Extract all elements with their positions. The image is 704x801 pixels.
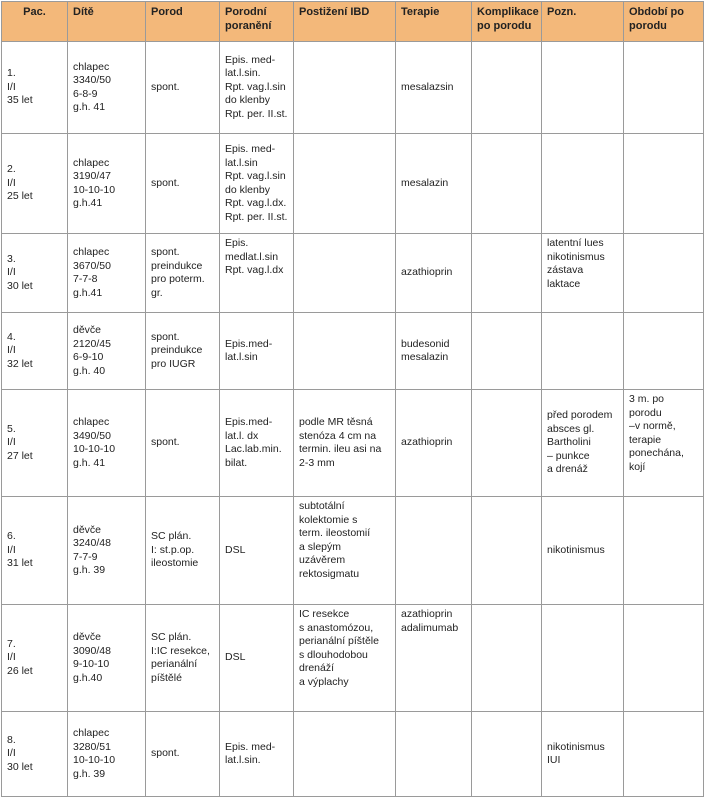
cell-porod: spont. (146, 712, 220, 797)
cell-ibd (294, 234, 396, 313)
cell-porod: spont. preindukce pro poterm. gr. (146, 234, 220, 313)
cell-ibd: podle MR těsná stenóza 4 cm na termin. ileu asi na 2-3 mm (294, 390, 396, 497)
header-pac: Pac. (2, 2, 68, 42)
table-row (2, 42, 704, 134)
cell-dite: chlapec 3490/50 10-10-10 g.h. 41 (68, 390, 146, 497)
cell-obdobi (624, 605, 704, 712)
cell-komplikace (472, 605, 542, 712)
table-row (2, 605, 704, 712)
cell-porod: spont. (146, 134, 220, 234)
cell-poraneni: Epis. medlat.l.sin Rpt. vag.l.dx (220, 234, 294, 313)
cell-pac: 8. I/I 30 let (2, 712, 68, 797)
table-row (2, 712, 704, 797)
cell-komplikace (472, 390, 542, 497)
cell-obdobi (624, 234, 704, 313)
cell-porod: SC plán. I: st.p.op. ileostomie (146, 497, 220, 605)
header-porod: Porod (146, 2, 220, 42)
cell-pozn: před porodem absces gl. Bartholini – punkce a drenáž (542, 390, 624, 497)
cell-komplikace (472, 134, 542, 234)
table-row (2, 390, 704, 497)
cell-obdobi: 3 m. po porodu –v normě, terapie ponechána, kojí (624, 390, 704, 497)
cell-ibd: IC resekce s anastomózou, perianální píštěle s dlouhodobou drenáží a výplachy (294, 605, 396, 712)
cell-terapie: mesalazin (396, 134, 472, 234)
cell-porod: spont. (146, 42, 220, 134)
cell-ibd (294, 134, 396, 234)
cell-dite: chlapec 3670/50 7-7-8 g.h.41 (68, 234, 146, 313)
cell-terapie: azathioprin (396, 234, 472, 313)
cell-dite: děvče 3090/48 9-10-10 g.h.40 (68, 605, 146, 712)
cell-obdobi (624, 712, 704, 797)
header-row (2, 2, 704, 42)
cell-pac: 2. I/I 25 let (2, 134, 68, 234)
cell-terapie (396, 712, 472, 797)
cell-poraneni: DSL (220, 497, 294, 605)
cell-terapie: mesalazsin (396, 42, 472, 134)
cell-komplikace (472, 712, 542, 797)
cell-terapie: azathioprin adalimumab (396, 605, 472, 712)
header-pozn: Pozn. (542, 2, 624, 42)
cell-obdobi (624, 42, 704, 134)
cell-pozn (542, 134, 624, 234)
cell-pozn: latentní lues nikotinismus zástava laktace (542, 234, 624, 313)
cell-pac: 1. I/I 35 let (2, 42, 68, 134)
cell-terapie: azathioprin (396, 390, 472, 497)
header-dite: Dítě (68, 2, 146, 42)
cell-komplikace (472, 313, 542, 390)
cell-porod: spont. preindukce pro IUGR (146, 313, 220, 390)
cell-komplikace (472, 234, 542, 313)
cell-pozn (542, 42, 624, 134)
cell-pac: 4. I/I 32 let (2, 313, 68, 390)
cell-komplikace (472, 497, 542, 605)
header-ibd: Postižení IBD (294, 2, 396, 42)
cell-poraneni: Epis.med- lat.l. dx Lac.lab.min. bilat. (220, 390, 294, 497)
cell-dite: děvče 2120/45 6-9-10 g.h. 40 (68, 313, 146, 390)
cell-terapie: budesonid mesalazin (396, 313, 472, 390)
cell-dite: děvče 3240/48 7-7-9 g.h. 39 (68, 497, 146, 605)
cell-komplikace (472, 42, 542, 134)
cell-obdobi (624, 134, 704, 234)
cell-dite: chlapec 3280/51 10-10-10 g.h. 39 (68, 712, 146, 797)
cell-poraneni: Epis. med- lat.l.sin. Rpt. vag.l.sin do klenby Rpt. per. II.st. (220, 42, 294, 134)
cell-pac: 7. I/I 26 let (2, 605, 68, 712)
cell-pozn (542, 313, 624, 390)
header-terapie: Terapie (396, 2, 472, 42)
cell-poraneni: DSL (220, 605, 294, 712)
table-row (2, 134, 704, 234)
cell-obdobi (624, 497, 704, 605)
cell-ibd (294, 712, 396, 797)
cell-obdobi (624, 313, 704, 390)
cell-porod: spont. (146, 390, 220, 497)
cell-pac: 3. I/I 30 let (2, 234, 68, 313)
table-row (2, 313, 704, 390)
table-row (2, 497, 704, 605)
cell-dite: chlapec 3340/50 6-8-9 g.h. 41 (68, 42, 146, 134)
cell-terapie (396, 497, 472, 605)
cell-poraneni: Epis. med- lat.l.sin. (220, 712, 294, 797)
header-komplikace: Komplikace po porodu (472, 2, 542, 42)
cell-pac: 5. I/I 27 let (2, 390, 68, 497)
table-row (2, 234, 704, 313)
cell-ibd: subtotální kolektomie s term. ileostomií a slepým uzávěrem rektosigmatu (294, 497, 396, 605)
header-poraneni: Porodní poranění (220, 2, 294, 42)
cell-dite: chlapec 3190/47 10-10-10 g.h.41 (68, 134, 146, 234)
cell-pozn (542, 605, 624, 712)
cell-porod: SC plán. I:IC resekce, perianální píštělé (146, 605, 220, 712)
cell-ibd (294, 313, 396, 390)
cell-ibd (294, 42, 396, 134)
cell-poraneni: Epis. med- lat.l.sin Rpt. vag.l.sin do klenby Rpt. vag.l.dx. Rpt. per. II.st. (220, 134, 294, 234)
cell-pozn: nikotinismus (542, 497, 624, 605)
cell-pac: 6. I/I 31 let (2, 497, 68, 605)
patients-table (1, 1, 704, 797)
cell-pozn: nikotinismus IUI (542, 712, 624, 797)
cell-poraneni: Epis.med- lat.l.sin (220, 313, 294, 390)
header-obdobi: Období po porodu (624, 2, 704, 42)
